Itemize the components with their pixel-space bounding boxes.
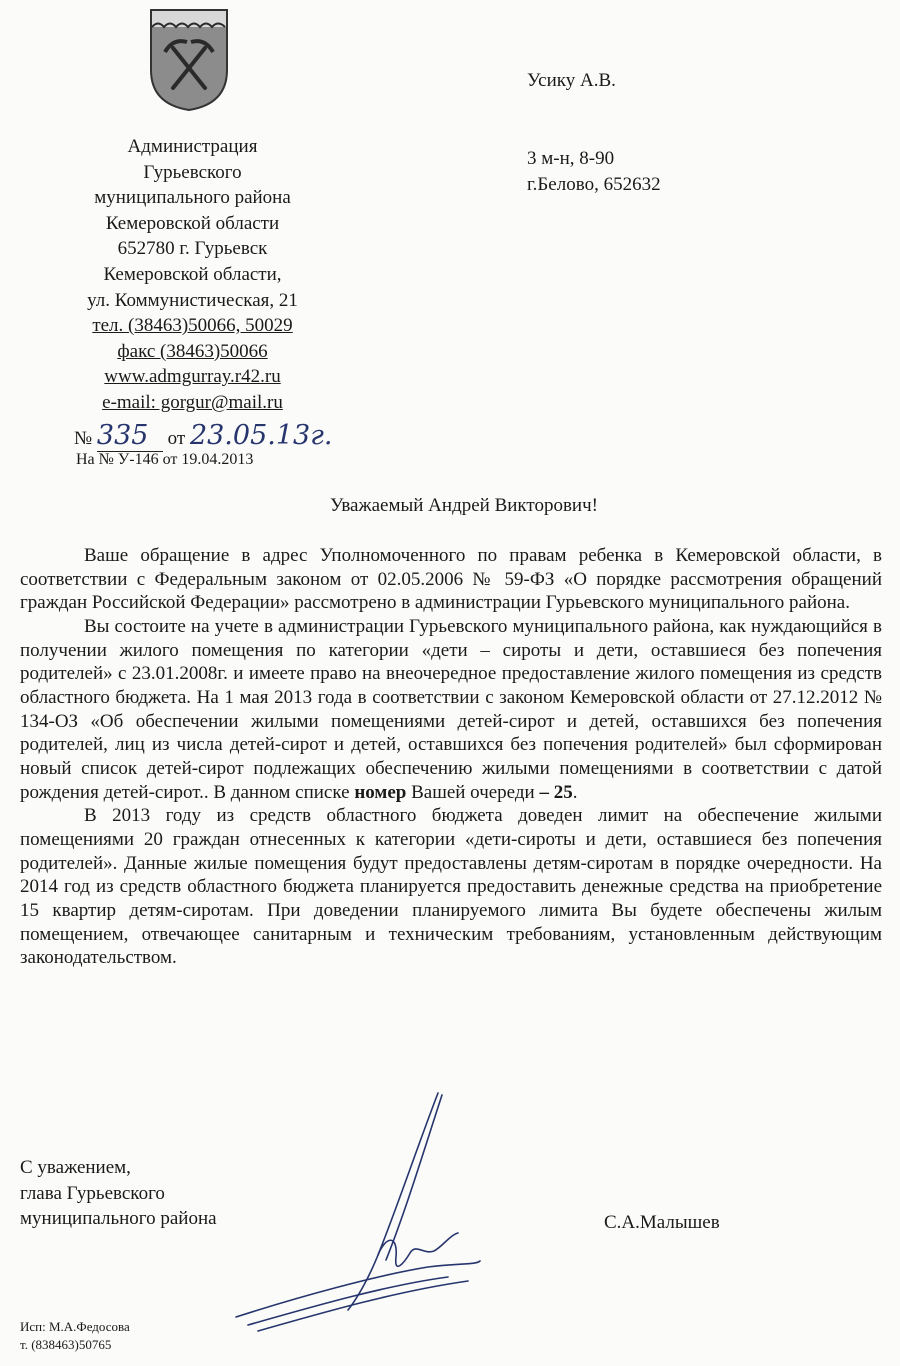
- body-paragraph: В 2013 году из средств областного бюджета доведен лимит на обеспечение жилыми помещениями 20 граждан отнесенных к категории «дети-сироты и дети, оставшиеся без попечения родителей». Данные жилые помещения будут предоставлены детям-сиротам в порядке очередности. На 2014 год из средств областного бюджета планируется предоставить денежные средства на приобретение 15 квартир детям-сиротам. При доведении планируемого лимита Вы будете обеспечены жилым помещением, отвечающее санитарным и техническим требованиям, установленным действующим законодательством.: [20, 805, 882, 969]
- recipient-address-line: 3 м-н, 8-90: [527, 148, 615, 169]
- paragraph-text: Вы состоите на учете в администрации Гурьевского муниципального района, как нуждающийся в получении жилого помещения по категории «дети – сироты и дети, оставшиеся без попечения родителей» с 23.01.2008г. и имеете право на внеочередное предоставление жилого помещения из средств областного бюджета. На 1 мая 2013 года в соответствии с законом Кемеровской области от 27.12.2012 № 134-ОЗ «Об обеспечении жилыми помещениями детей-сирот и детей, оставшихся без попечения родителей, лиц из числа детей-сирот и детей, оставшихся без попечения родителей» был сформирован новый список детей-сирот подлежащих обеспечению жилыми помещениями в соответствии с датой рождения детей-сирот.. В данном списке: [20, 615, 882, 803]
- reply-reference: На № У-146 от 19.04.2013: [76, 451, 254, 468]
- number-label: №: [74, 428, 93, 449]
- outgoing-number: 335: [97, 420, 163, 452]
- signer-name: С.А.Малышев: [604, 1212, 720, 1233]
- salutation: Уважаемый Андрей Викторович!: [330, 495, 598, 516]
- body-paragraph: Вы состоите на учете в администрации Гурьевского муниципального района, как нуждающийся в получении жилого помещения по категории «дети – сироты и дети, оставшиеся без попечения родителей» с 23.01.2008г. и имеете право на внеочередное предоставление жилого помещения из средств областного бюджета. На 1 мая 2013 года в соответствии с законом Кемеровской области от 27.12.2012 № 134-ОЗ «Об обеспечении жилыми помещениями детей-сирот и детей, оставшихся без попечения родителей, лиц из числа детей-сирот и детей, оставшихся без попечения родителей» был сформирован новый список детей-сирот подлежащих обеспечению жилыми помещениями в соответствии с датой рождения детей-сирот.. В данном списке номер Вашей очереди – 25.: [20, 615, 882, 803]
- letterhead-line: ул. Коммунистическая, 21: [87, 289, 298, 311]
- closing-line: С уважением,: [20, 1157, 131, 1178]
- recipient-address: [527, 146, 661, 197]
- letterhead: [40, 134, 345, 416]
- phone-number: тел. (38463)50066, 50029: [92, 315, 293, 337]
- outgoing-date: 23.05.13г.: [189, 420, 333, 451]
- letterhead-line: 652780 г. Гурьевск: [117, 238, 268, 260]
- email-link[interactable]: e-mail: gorgur@mail.ru: [102, 391, 283, 413]
- recipient-address-line: г.Белово, 652632: [527, 173, 661, 195]
- coat-of-arms-icon: [149, 8, 229, 112]
- executor-phone: т. (838463)50765: [20, 1337, 112, 1352]
- executor-name: Исп: М.А.Федосова: [20, 1319, 130, 1334]
- fax-number: факс (38463)50066: [117, 340, 268, 362]
- letterhead-line: Гурьевского: [143, 161, 242, 183]
- closing-line: глава Гурьевского: [20, 1182, 165, 1204]
- closing-block: [20, 1155, 217, 1232]
- website-link[interactable]: www.admgurray.r42.ru: [104, 366, 281, 388]
- signature-icon: [228, 1085, 488, 1335]
- queue-number: – 25: [539, 781, 573, 803]
- closing-line: муниципального района: [20, 1208, 217, 1229]
- letterhead-line: муниципального района: [94, 187, 291, 209]
- letter-body: [20, 544, 882, 970]
- letterhead-line: Кемеровской области: [105, 212, 280, 234]
- paragraph-text: Вашей очереди: [411, 781, 535, 803]
- body-paragraph: Ваше обращение в адрес Уполномоченного по правам ребенка в Кемеровской области, в соответствии с Федеральным законом от 02.05.2006 № 59-ФЗ «О порядке рассмотрения обращений граждан Российской Федерации» рассмотрено в администрации Гурьевского муниципального района.: [20, 545, 882, 614]
- bold-text: номер: [354, 781, 407, 803]
- executor-block: [20, 1318, 130, 1354]
- outgoing-reference: [74, 420, 332, 452]
- recipient-name: Усику А.В.: [527, 70, 616, 91]
- date-label: от: [167, 428, 186, 449]
- letterhead-line: Администрация: [127, 136, 258, 157]
- letterhead-line: Кемеровской области,: [103, 263, 282, 285]
